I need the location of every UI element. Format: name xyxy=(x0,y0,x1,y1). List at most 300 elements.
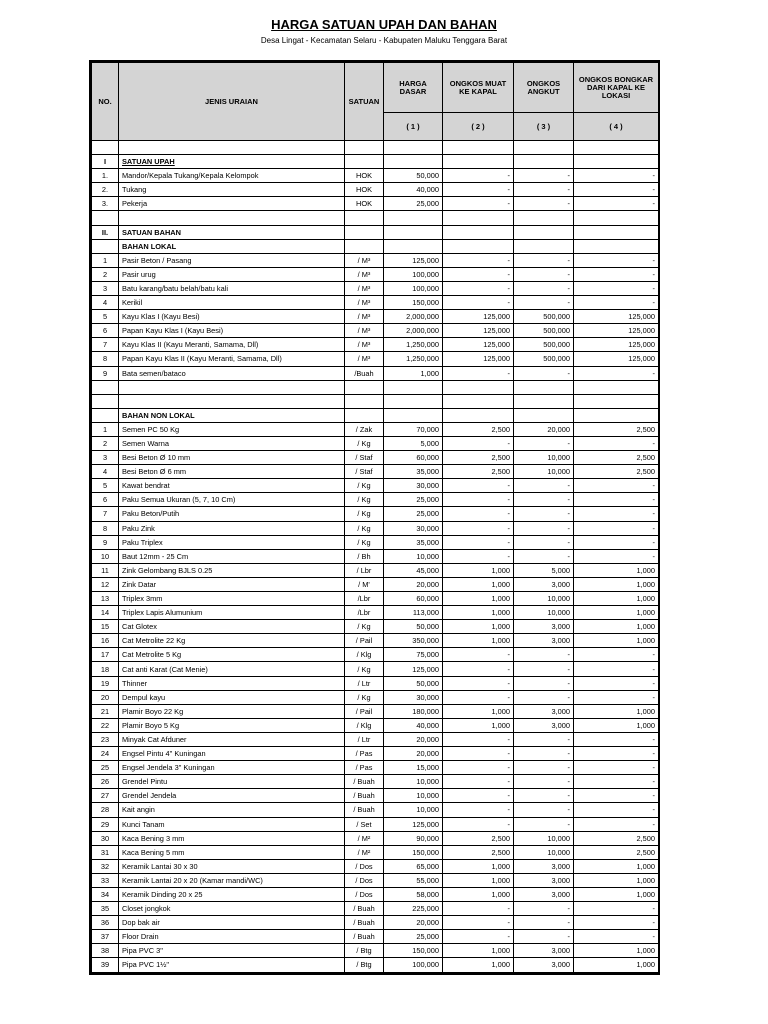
table-row xyxy=(92,958,659,972)
cell-ongkos-angkut: - xyxy=(514,549,574,563)
cell-jenis-uraian: Paku Beton/Putih xyxy=(119,507,345,521)
cell-satuan: / Pas xyxy=(345,747,384,761)
empty-cell xyxy=(574,380,659,394)
cell-ongkos-bongkar: 1,000 xyxy=(574,718,659,732)
empty-cell xyxy=(514,225,574,239)
cell-ongkos-muat: - xyxy=(443,253,514,267)
cell-jenis-uraian: Pasir Beton / Pasang xyxy=(119,253,345,267)
cell-harga-dasar: 20,000 xyxy=(384,732,443,746)
cell-satuan: / M³ xyxy=(345,267,384,281)
cell-harga-dasar: 150,000 xyxy=(384,944,443,958)
cell-ongkos-muat: 2,500 xyxy=(443,451,514,465)
cell-satuan: / Staf xyxy=(345,465,384,479)
cell-ongkos-muat: - xyxy=(443,662,514,676)
cell-ongkos-muat: 2,500 xyxy=(443,845,514,859)
cell-ongkos-muat: 2,500 xyxy=(443,422,514,436)
cell-ongkos-muat: 1,000 xyxy=(443,873,514,887)
cell-ongkos-muat: - xyxy=(443,676,514,690)
cell-jenis-uraian: Closet jongkok xyxy=(119,902,345,916)
header-no: NO. xyxy=(92,63,119,141)
cell-ongkos-muat: - xyxy=(443,281,514,295)
cell-ongkos-angkut: - xyxy=(514,916,574,930)
cell-ongkos-muat: 125,000 xyxy=(443,352,514,366)
cell-ongkos-angkut: 3,000 xyxy=(514,577,574,591)
cell-ongkos-angkut: - xyxy=(514,676,574,690)
table-row xyxy=(92,648,659,662)
table-row xyxy=(92,732,659,746)
cell-harga-dasar: 10,000 xyxy=(384,803,443,817)
cell-no: 23 xyxy=(92,732,119,746)
cell-harga-dasar: 113,000 xyxy=(384,606,443,620)
cell-ongkos-muat: 1,000 xyxy=(443,592,514,606)
cell-ongkos-bongkar: - xyxy=(574,183,659,197)
cell-no: 7 xyxy=(92,507,119,521)
cell-jenis-uraian: Zink Gelombang BJLS 0.25 xyxy=(119,563,345,577)
table-row xyxy=(92,366,659,380)
header-jenis-uraian: JENIS URAIAN xyxy=(119,63,345,141)
cell-jenis-uraian: Besi Beton Ø 6 mm xyxy=(119,465,345,479)
empty-cell xyxy=(514,408,574,422)
cell-ongkos-angkut: 500,000 xyxy=(514,338,574,352)
table-row xyxy=(92,324,659,338)
cell-ongkos-muat: 1,000 xyxy=(443,887,514,901)
cell-ongkos-angkut: - xyxy=(514,169,574,183)
table-row xyxy=(92,634,659,648)
section-no xyxy=(92,408,119,422)
cell-ongkos-muat: - xyxy=(443,366,514,380)
empty-cell xyxy=(345,380,384,394)
cell-ongkos-bongkar: - xyxy=(574,662,659,676)
table-row xyxy=(92,817,659,831)
cell-satuan: / Kg xyxy=(345,690,384,704)
empty-cell xyxy=(345,141,384,155)
empty-cell xyxy=(345,408,384,422)
cell-ongkos-angkut: 3,000 xyxy=(514,718,574,732)
table-row xyxy=(92,662,659,676)
table-row xyxy=(92,451,659,465)
cell-ongkos-muat: 1,000 xyxy=(443,718,514,732)
cell-jenis-uraian: Cat anti Karat (Cat Menie) xyxy=(119,662,345,676)
empty-cell xyxy=(384,239,443,253)
cell-satuan: / Zak xyxy=(345,422,384,436)
table-row xyxy=(92,761,659,775)
table-row xyxy=(92,747,659,761)
header-ongkos-muat: ONGKOS MUAT KE KAPAL xyxy=(443,63,514,113)
cell-no: 3. xyxy=(92,197,119,211)
table-row xyxy=(92,507,659,521)
cell-satuan: / Dos xyxy=(345,859,384,873)
table-row xyxy=(92,620,659,634)
section-row xyxy=(92,408,659,422)
cell-ongkos-bongkar: 125,000 xyxy=(574,310,659,324)
cell-no: 4 xyxy=(92,465,119,479)
cell-satuan: / Kg xyxy=(345,507,384,521)
cell-ongkos-muat: - xyxy=(443,930,514,944)
cell-ongkos-angkut: 10,000 xyxy=(514,451,574,465)
table-row xyxy=(92,422,659,436)
cell-ongkos-angkut: - xyxy=(514,902,574,916)
section-no xyxy=(92,239,119,253)
cell-no: 3 xyxy=(92,451,119,465)
cell-no: 4 xyxy=(92,296,119,310)
cell-ongkos-bongkar: 1,000 xyxy=(574,887,659,901)
cell-jenis-uraian: Baut 12mm - 25 Cm xyxy=(119,549,345,563)
cell-no: 20 xyxy=(92,690,119,704)
cell-jenis-uraian: Paku Triplex xyxy=(119,535,345,549)
cell-jenis-uraian: Engsel Pintu 4" Kuningan xyxy=(119,747,345,761)
empty-cell xyxy=(514,141,574,155)
cell-jenis-uraian: Dempul kayu xyxy=(119,690,345,704)
cell-ongkos-muat: 1,000 xyxy=(443,944,514,958)
cell-ongkos-muat: 125,000 xyxy=(443,324,514,338)
empty-cell xyxy=(345,155,384,169)
cell-satuan: / M' xyxy=(345,577,384,591)
cell-jenis-uraian: Triplex Lapis Alumunium xyxy=(119,606,345,620)
cell-no: 1 xyxy=(92,422,119,436)
cell-ongkos-angkut: 500,000 xyxy=(514,324,574,338)
cell-no: 28 xyxy=(92,803,119,817)
cell-harga-dasar: 65,000 xyxy=(384,859,443,873)
empty-cell xyxy=(443,141,514,155)
cell-jenis-uraian: Pipa PVC 1½" xyxy=(119,958,345,972)
cell-ongkos-angkut: 500,000 xyxy=(514,352,574,366)
cell-harga-dasar: 10,000 xyxy=(384,775,443,789)
empty-cell xyxy=(119,211,345,225)
cell-ongkos-angkut: - xyxy=(514,930,574,944)
cell-satuan: / Bh xyxy=(345,549,384,563)
cell-ongkos-muat: - xyxy=(443,521,514,535)
cell-satuan: / Klg xyxy=(345,648,384,662)
cell-jenis-uraian: Kaca Bening 5 mm xyxy=(119,845,345,859)
cell-ongkos-bongkar: - xyxy=(574,296,659,310)
cell-ongkos-muat: - xyxy=(443,817,514,831)
cell-harga-dasar: 100,000 xyxy=(384,281,443,295)
cell-ongkos-muat: 2,500 xyxy=(443,465,514,479)
cell-no: 19 xyxy=(92,676,119,690)
cell-satuan: / Set xyxy=(345,817,384,831)
cell-satuan: / Btg xyxy=(345,958,384,972)
cell-harga-dasar: 30,000 xyxy=(384,479,443,493)
cell-ongkos-muat: - xyxy=(443,549,514,563)
price-table-frame xyxy=(89,60,660,975)
cell-satuan: / Buah xyxy=(345,902,384,916)
table-row xyxy=(92,690,659,704)
cell-jenis-uraian: Keramik Lantai 30 x 30 xyxy=(119,859,345,873)
cell-harga-dasar: 45,000 xyxy=(384,563,443,577)
cell-no: 33 xyxy=(92,873,119,887)
cell-jenis-uraian: Pekerja xyxy=(119,197,345,211)
empty-cell xyxy=(384,408,443,422)
cell-satuan: / Lbr xyxy=(345,563,384,577)
cell-no: 5 xyxy=(92,310,119,324)
cell-ongkos-bongkar: 2,500 xyxy=(574,831,659,845)
cell-ongkos-muat: - xyxy=(443,507,514,521)
empty-cell xyxy=(514,239,574,253)
cell-ongkos-bongkar: - xyxy=(574,817,659,831)
cell-ongkos-muat: - xyxy=(443,535,514,549)
cell-satuan: / Kg xyxy=(345,479,384,493)
cell-harga-dasar: 125,000 xyxy=(384,817,443,831)
cell-ongkos-bongkar: 1,000 xyxy=(574,634,659,648)
table-row xyxy=(92,916,659,930)
table-row xyxy=(92,479,659,493)
cell-jenis-uraian: Grendel Pintu xyxy=(119,775,345,789)
table-row xyxy=(92,169,659,183)
cell-ongkos-angkut: 3,000 xyxy=(514,634,574,648)
section-label: BAHAN LOKAL xyxy=(119,239,345,253)
cell-harga-dasar: 25,000 xyxy=(384,493,443,507)
section-label: SATUAN UPAH xyxy=(119,155,345,169)
cell-satuan: / Kg xyxy=(345,493,384,507)
cell-no: 22 xyxy=(92,718,119,732)
empty-cell xyxy=(92,394,119,408)
cell-ongkos-muat: 1,000 xyxy=(443,577,514,591)
cell-jenis-uraian: Cat Metrolite 5 Kg xyxy=(119,648,345,662)
table-row xyxy=(92,465,659,479)
cell-ongkos-angkut: - xyxy=(514,648,574,662)
empty-cell xyxy=(574,141,659,155)
cell-no: 8 xyxy=(92,352,119,366)
cell-no: 10 xyxy=(92,549,119,563)
cell-ongkos-muat: 125,000 xyxy=(443,310,514,324)
cell-jenis-uraian: Zink Datar xyxy=(119,577,345,591)
cell-jenis-uraian: Kawat bendrat xyxy=(119,479,345,493)
section-row xyxy=(92,155,659,169)
cell-ongkos-muat: 125,000 xyxy=(443,338,514,352)
cell-no: 15 xyxy=(92,620,119,634)
cell-jenis-uraian: Minyak Cat Afduner xyxy=(119,732,345,746)
cell-no: 35 xyxy=(92,902,119,916)
cell-jenis-uraian: Kaca Bening 3 mm xyxy=(119,831,345,845)
cell-harga-dasar: 2,000,000 xyxy=(384,324,443,338)
table-row xyxy=(92,704,659,718)
cell-satuan: / M³ xyxy=(345,281,384,295)
cell-ongkos-bongkar: 1,000 xyxy=(574,620,659,634)
empty-cell xyxy=(574,239,659,253)
cell-jenis-uraian: Cat Glotex xyxy=(119,620,345,634)
cell-harga-dasar: 70,000 xyxy=(384,422,443,436)
table-row xyxy=(92,296,659,310)
table-row xyxy=(92,873,659,887)
table-row xyxy=(92,267,659,281)
cell-no: 2 xyxy=(92,436,119,450)
cell-ongkos-angkut: - xyxy=(514,521,574,535)
cell-ongkos-bongkar: - xyxy=(574,916,659,930)
table-row xyxy=(92,535,659,549)
cell-harga-dasar: 125,000 xyxy=(384,662,443,676)
cell-ongkos-muat: - xyxy=(443,803,514,817)
cell-jenis-uraian: Semen PC 50 Kg xyxy=(119,422,345,436)
cell-ongkos-bongkar: 1,000 xyxy=(574,873,659,887)
cell-ongkos-muat: - xyxy=(443,296,514,310)
cell-ongkos-angkut: 3,000 xyxy=(514,859,574,873)
cell-ongkos-bongkar: - xyxy=(574,479,659,493)
cell-jenis-uraian: Batu karang/batu belah/batu kali xyxy=(119,281,345,295)
cell-ongkos-angkut: - xyxy=(514,281,574,295)
empty-cell xyxy=(384,394,443,408)
cell-jenis-uraian: Pasir urug xyxy=(119,267,345,281)
cell-ongkos-bongkar: - xyxy=(574,493,659,507)
cell-jenis-uraian: Kerikil xyxy=(119,296,345,310)
cell-ongkos-bongkar: - xyxy=(574,267,659,281)
cell-ongkos-bongkar: 125,000 xyxy=(574,324,659,338)
header-col-2: ( 2 ) xyxy=(443,113,514,141)
cell-harga-dasar: 35,000 xyxy=(384,465,443,479)
header-col-4: ( 4 ) xyxy=(574,113,659,141)
cell-harga-dasar: 15,000 xyxy=(384,761,443,775)
cell-jenis-uraian: Floor Drain xyxy=(119,930,345,944)
empty-cell xyxy=(443,155,514,169)
cell-jenis-uraian: Pipa PVC 3" xyxy=(119,944,345,958)
empty-cell xyxy=(92,211,119,225)
cell-ongkos-bongkar: - xyxy=(574,676,659,690)
cell-ongkos-angkut: - xyxy=(514,775,574,789)
section-no: I xyxy=(92,155,119,169)
cell-ongkos-bongkar: 1,000 xyxy=(574,592,659,606)
cell-ongkos-bongkar: - xyxy=(574,803,659,817)
cell-harga-dasar: 10,000 xyxy=(384,549,443,563)
cell-ongkos-bongkar: - xyxy=(574,507,659,521)
table-row xyxy=(92,338,659,352)
blank-row xyxy=(92,380,659,394)
table-row xyxy=(92,944,659,958)
table-row xyxy=(92,803,659,817)
cell-ongkos-bongkar: 2,500 xyxy=(574,422,659,436)
document-title: HARGA SATUAN UPAH DAN BAHAN xyxy=(271,17,497,32)
cell-jenis-uraian: Engsel Jendela 3" Kuningan xyxy=(119,761,345,775)
table-row xyxy=(92,902,659,916)
cell-harga-dasar: 20,000 xyxy=(384,747,443,761)
cell-no: 21 xyxy=(92,704,119,718)
cell-ongkos-angkut: - xyxy=(514,436,574,450)
table-row xyxy=(92,563,659,577)
cell-satuan: / Dos xyxy=(345,873,384,887)
table-row xyxy=(92,197,659,211)
cell-jenis-uraian: Plamir Boyo 22 Kg xyxy=(119,704,345,718)
cell-jenis-uraian: Kunci Tanam xyxy=(119,817,345,831)
cell-satuan: / Kg xyxy=(345,620,384,634)
cell-no: 12 xyxy=(92,577,119,591)
cell-no: 31 xyxy=(92,845,119,859)
empty-cell xyxy=(345,239,384,253)
cell-no: 32 xyxy=(92,859,119,873)
cell-jenis-uraian: Papan Kayu Klas II (Kayu Meranti, Samama, Dll) xyxy=(119,352,345,366)
cell-no: 9 xyxy=(92,366,119,380)
cell-satuan: /Lbr xyxy=(345,606,384,620)
empty-cell xyxy=(345,394,384,408)
table-row xyxy=(92,352,659,366)
cell-jenis-uraian: Triplex 3mm xyxy=(119,592,345,606)
empty-cell xyxy=(92,380,119,394)
table-row xyxy=(92,493,659,507)
cell-ongkos-angkut: - xyxy=(514,197,574,211)
cell-harga-dasar: 100,000 xyxy=(384,267,443,281)
cell-no: 6 xyxy=(92,493,119,507)
cell-satuan: / Buah xyxy=(345,775,384,789)
cell-jenis-uraian: Plamir Boyo 5 Kg xyxy=(119,718,345,732)
cell-satuan: / Ltr xyxy=(345,676,384,690)
cell-satuan: / Buah xyxy=(345,803,384,817)
table-row xyxy=(92,859,659,873)
cell-satuan: / Kg xyxy=(345,662,384,676)
cell-satuan: / Buah xyxy=(345,930,384,944)
cell-satuan: / M³ xyxy=(345,310,384,324)
table-row xyxy=(92,930,659,944)
table-row xyxy=(92,845,659,859)
empty-cell xyxy=(443,380,514,394)
table-row xyxy=(92,775,659,789)
cell-ongkos-angkut: - xyxy=(514,803,574,817)
cell-harga-dasar: 10,000 xyxy=(384,789,443,803)
blank-row xyxy=(92,211,659,225)
cell-ongkos-bongkar: - xyxy=(574,902,659,916)
table-row xyxy=(92,887,659,901)
cell-satuan: / M² xyxy=(345,831,384,845)
cell-jenis-uraian: Tukang xyxy=(119,183,345,197)
cell-ongkos-bongkar: - xyxy=(574,732,659,746)
cell-ongkos-muat: - xyxy=(443,775,514,789)
cell-no: 38 xyxy=(92,944,119,958)
cell-harga-dasar: 350,000 xyxy=(384,634,443,648)
cell-jenis-uraian: Keramik Dinding 20 x 25 xyxy=(119,887,345,901)
cell-ongkos-muat: 1,000 xyxy=(443,620,514,634)
cell-ongkos-bongkar: - xyxy=(574,535,659,549)
cell-no: 1 xyxy=(92,253,119,267)
header-harga-dasar: HARGA DASAR xyxy=(384,63,443,113)
cell-ongkos-muat: - xyxy=(443,648,514,662)
cell-ongkos-bongkar: 1,000 xyxy=(574,563,659,577)
cell-ongkos-bongkar: - xyxy=(574,775,659,789)
cell-ongkos-muat: 2,500 xyxy=(443,831,514,845)
table-row xyxy=(92,831,659,845)
cell-ongkos-bongkar: 2,500 xyxy=(574,451,659,465)
blank-row xyxy=(92,141,659,155)
cell-ongkos-bongkar: - xyxy=(574,197,659,211)
cell-ongkos-angkut: - xyxy=(514,366,574,380)
cell-ongkos-angkut: 10,000 xyxy=(514,831,574,845)
cell-jenis-uraian: Kayu Klas II (Kayu Meranti, Samama, Dll) xyxy=(119,338,345,352)
empty-cell xyxy=(345,211,384,225)
cell-ongkos-angkut: - xyxy=(514,535,574,549)
table-row xyxy=(92,606,659,620)
cell-satuan: / Staf xyxy=(345,451,384,465)
cell-harga-dasar: 50,000 xyxy=(384,676,443,690)
cell-ongkos-muat: - xyxy=(443,479,514,493)
cell-jenis-uraian: Thinner xyxy=(119,676,345,690)
cell-ongkos-bongkar: 125,000 xyxy=(574,338,659,352)
cell-ongkos-bongkar: 2,500 xyxy=(574,845,659,859)
cell-harga-dasar: 1,000 xyxy=(384,366,443,380)
section-label: BAHAN NON LOKAL xyxy=(119,408,345,422)
cell-ongkos-bongkar: - xyxy=(574,789,659,803)
cell-harga-dasar: 100,000 xyxy=(384,958,443,972)
cell-satuan: / Pail xyxy=(345,634,384,648)
cell-jenis-uraian: Paku Zink xyxy=(119,521,345,535)
empty-cell xyxy=(574,394,659,408)
cell-ongkos-muat: - xyxy=(443,732,514,746)
table-row xyxy=(92,718,659,732)
cell-no: 2. xyxy=(92,183,119,197)
cell-ongkos-angkut: 3,000 xyxy=(514,944,574,958)
cell-no: 11 xyxy=(92,563,119,577)
empty-cell xyxy=(514,211,574,225)
cell-harga-dasar: 75,000 xyxy=(384,648,443,662)
table-row xyxy=(92,592,659,606)
empty-cell xyxy=(384,225,443,239)
cell-satuan: / M³ xyxy=(345,253,384,267)
cell-harga-dasar: 55,000 xyxy=(384,873,443,887)
cell-ongkos-angkut: 10,000 xyxy=(514,845,574,859)
